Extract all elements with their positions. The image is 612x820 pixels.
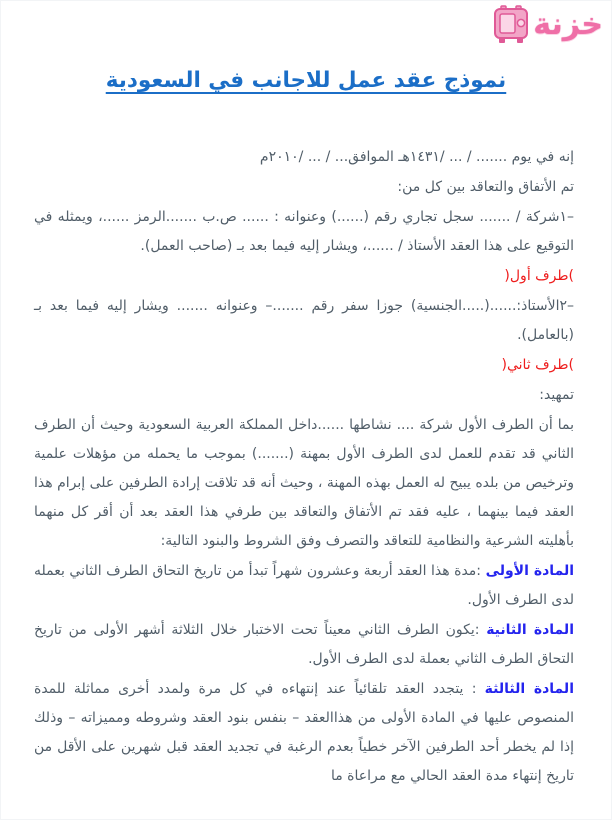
party-first-text: –١شركة / ....... سجل تجاري رقم (......) وعنوانه : ...... ص.ب .......الرمز ......، ويمثله في التوقيع على هذا العقد الأستاذ / ......، ويشار إليه فيما بعد بـ (صاحب العمل).: [34, 209, 574, 254]
contract-body: [34, 143, 574, 791]
preamble-heading: تمهيد:: [539, 387, 574, 403]
article-1-text: :مدة هذا العقد أربعة وعشرون شهراً تبدأ من تاريخ التحاق الطرف الثاني بعمله لدى الطرف الأول.: [34, 563, 574, 608]
article-3-text: : يتجدد العقد تلقائياً عند إنتهاءه في كل مرة ولمدد أخرى مماثلة للمدة المنصوص عليها في المادة الأولى من هذاالعقد – بنفس بنود العقد وشروطه ومميزاته – وذلك إذا لم يخطر أحد الطرفين الآخر خطياً بعدم الرغبة في تجديد العقد قبل شهرين على الأقل من تاريخ إنتهاء مدة العقد الحالي مع مراعاة ما: [34, 681, 574, 784]
article-2-title: المادة الثانية: [486, 622, 574, 638]
article-3-title: المادة الثالثة: [484, 681, 574, 697]
agreement-line: تم الأتفاق والتعاقد بين كل من:: [397, 179, 574, 195]
article-3: [34, 675, 574, 791]
article-1: [34, 557, 574, 615]
safe-icon: [492, 5, 530, 45]
article-2: [34, 616, 574, 674]
party-first-label: )طرف أول(: [504, 268, 574, 284]
preamble-body: بما أن الطرف الأول شركة .... نشاطها ......داخل المملكة العربية السعودية وحيث أن الطرف الثاني قد تقدم للعمل لدى الطرف الأول بمهنة (.......) بموجب ما يحمله من مؤهلات علمية وترخيص من بلده يبيح له العمل بهذه المهنة ، وحيث أنه قد تلاقت إرادة الطرفين على إبرام هذا العقد فيما بينهما ، عليه فقد تم الأتفاق والتعاقد بين طرفي هذا العقد بعد أن أقر كل منهما بأهليته الشرعية والنظامية للتعاقد والتصرف وفق الشروط والبنود التالية:: [34, 417, 574, 549]
date-line: إنه في يوم ....... / ... /١٤٣١هـ الموافق... / ... /٢٠١٠م: [259, 149, 574, 165]
logo-text: خزنة: [533, 7, 603, 42]
site-logo: [492, 5, 603, 45]
page-title: نموذج عقد عمل للاجانب في السعودية: [105, 68, 507, 93]
party-second-text: –٢الأستاذ:......(.....الجنسية) جوزا سفر رقم .......– وعنوانه ....... ويشار إليه فيما بعد بـ (بالعامل).: [34, 298, 574, 343]
article-2-text: :يكون الطرف الثاني معيناً تحت الاختبار خلال الثلاثة أشهر الأولى من تاريخ التحاق الطرف الثاني بعملة لدى الطرف الأول.: [34, 622, 574, 667]
party-second-label: )طرف ثاني(: [501, 357, 574, 373]
article-1-title: المادة الأولى: [485, 563, 575, 579]
